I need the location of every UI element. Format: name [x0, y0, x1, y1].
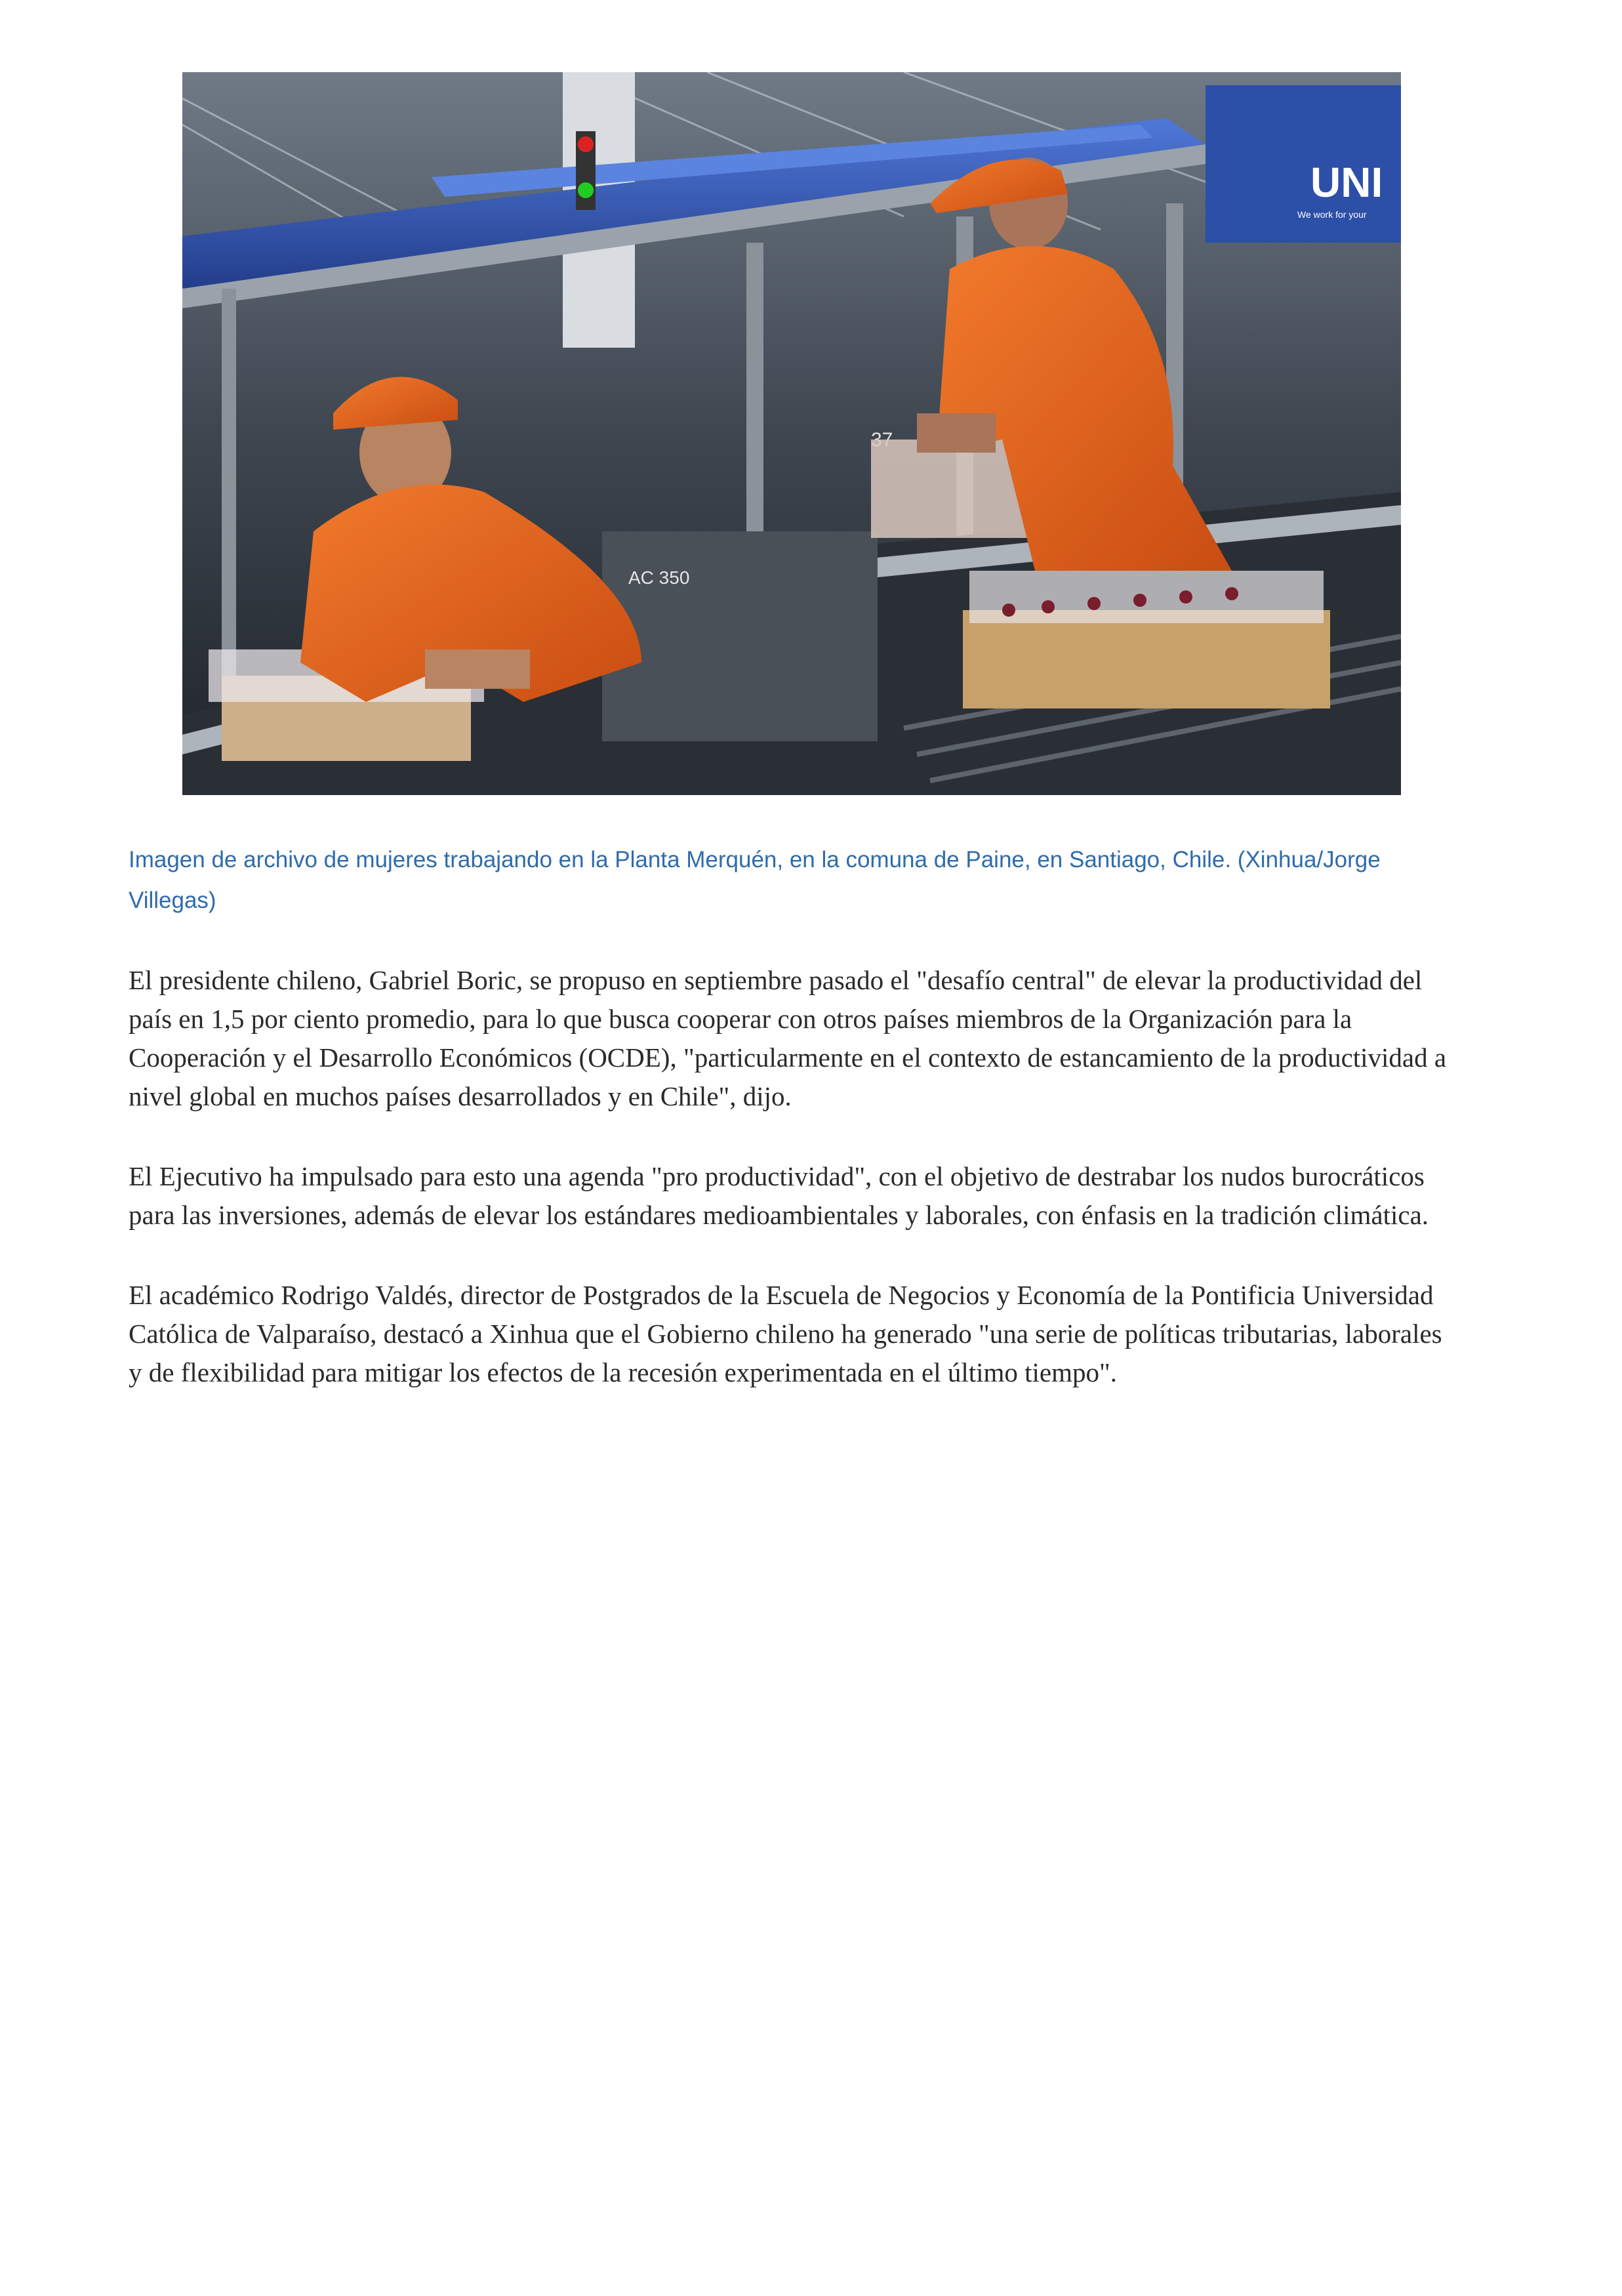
machine-label: AC 350 [628, 567, 690, 588]
article-paragraph: El académico Rodrigo Valdés, director de Postgrados de la Escuela de Negocios y Economía de la Pontificia Universidad Católica de Valparaíso, destacó a Xinhua que el Gobierno chileno ha generado "una serie de políticas tributarias, laborales y de flexibilidad para mitigar los efectos de la recesión experimentada en el último tiempo". [129, 1280, 1442, 1387]
banner-subtext: We work for your [1297, 209, 1367, 220]
article-body [129, 961, 1460, 1433]
banner-text: UNI [1310, 159, 1383, 206]
article-paragraph: El presidente chileno, Gabriel Boric, se propuso en septiembre pasado el "desafío central" de elevar la productividad del país en 1,5 por ciento promedio, para lo que busca cooperar con otros países miembros de la Organización para la Cooperación y el Desarrollo Económicos (OCDE), "particularmente en el contexto de estancamiento de la productividad a nivel global en muchos países desarrollados y en Chile", dijo. [129, 965, 1447, 1111]
article-photo [182, 72, 1401, 795]
article-paragraph: El Ejecutivo ha impulsado para esto una agenda "pro productividad", con el objetivo de destrabar los nudos burocráticos para las inversiones, además de elevar los estándares medioambientales y laborales, con énfasis en la tradición climática. [129, 1161, 1429, 1230]
photo-caption: Imagen de archivo de mujeres trabajando en la Planta Merquén, en la comuna de Paine, en Santiago, Chile. (Xinhua/Jorge Villegas) [129, 847, 1381, 913]
factory-workers-image [182, 72, 1401, 795]
